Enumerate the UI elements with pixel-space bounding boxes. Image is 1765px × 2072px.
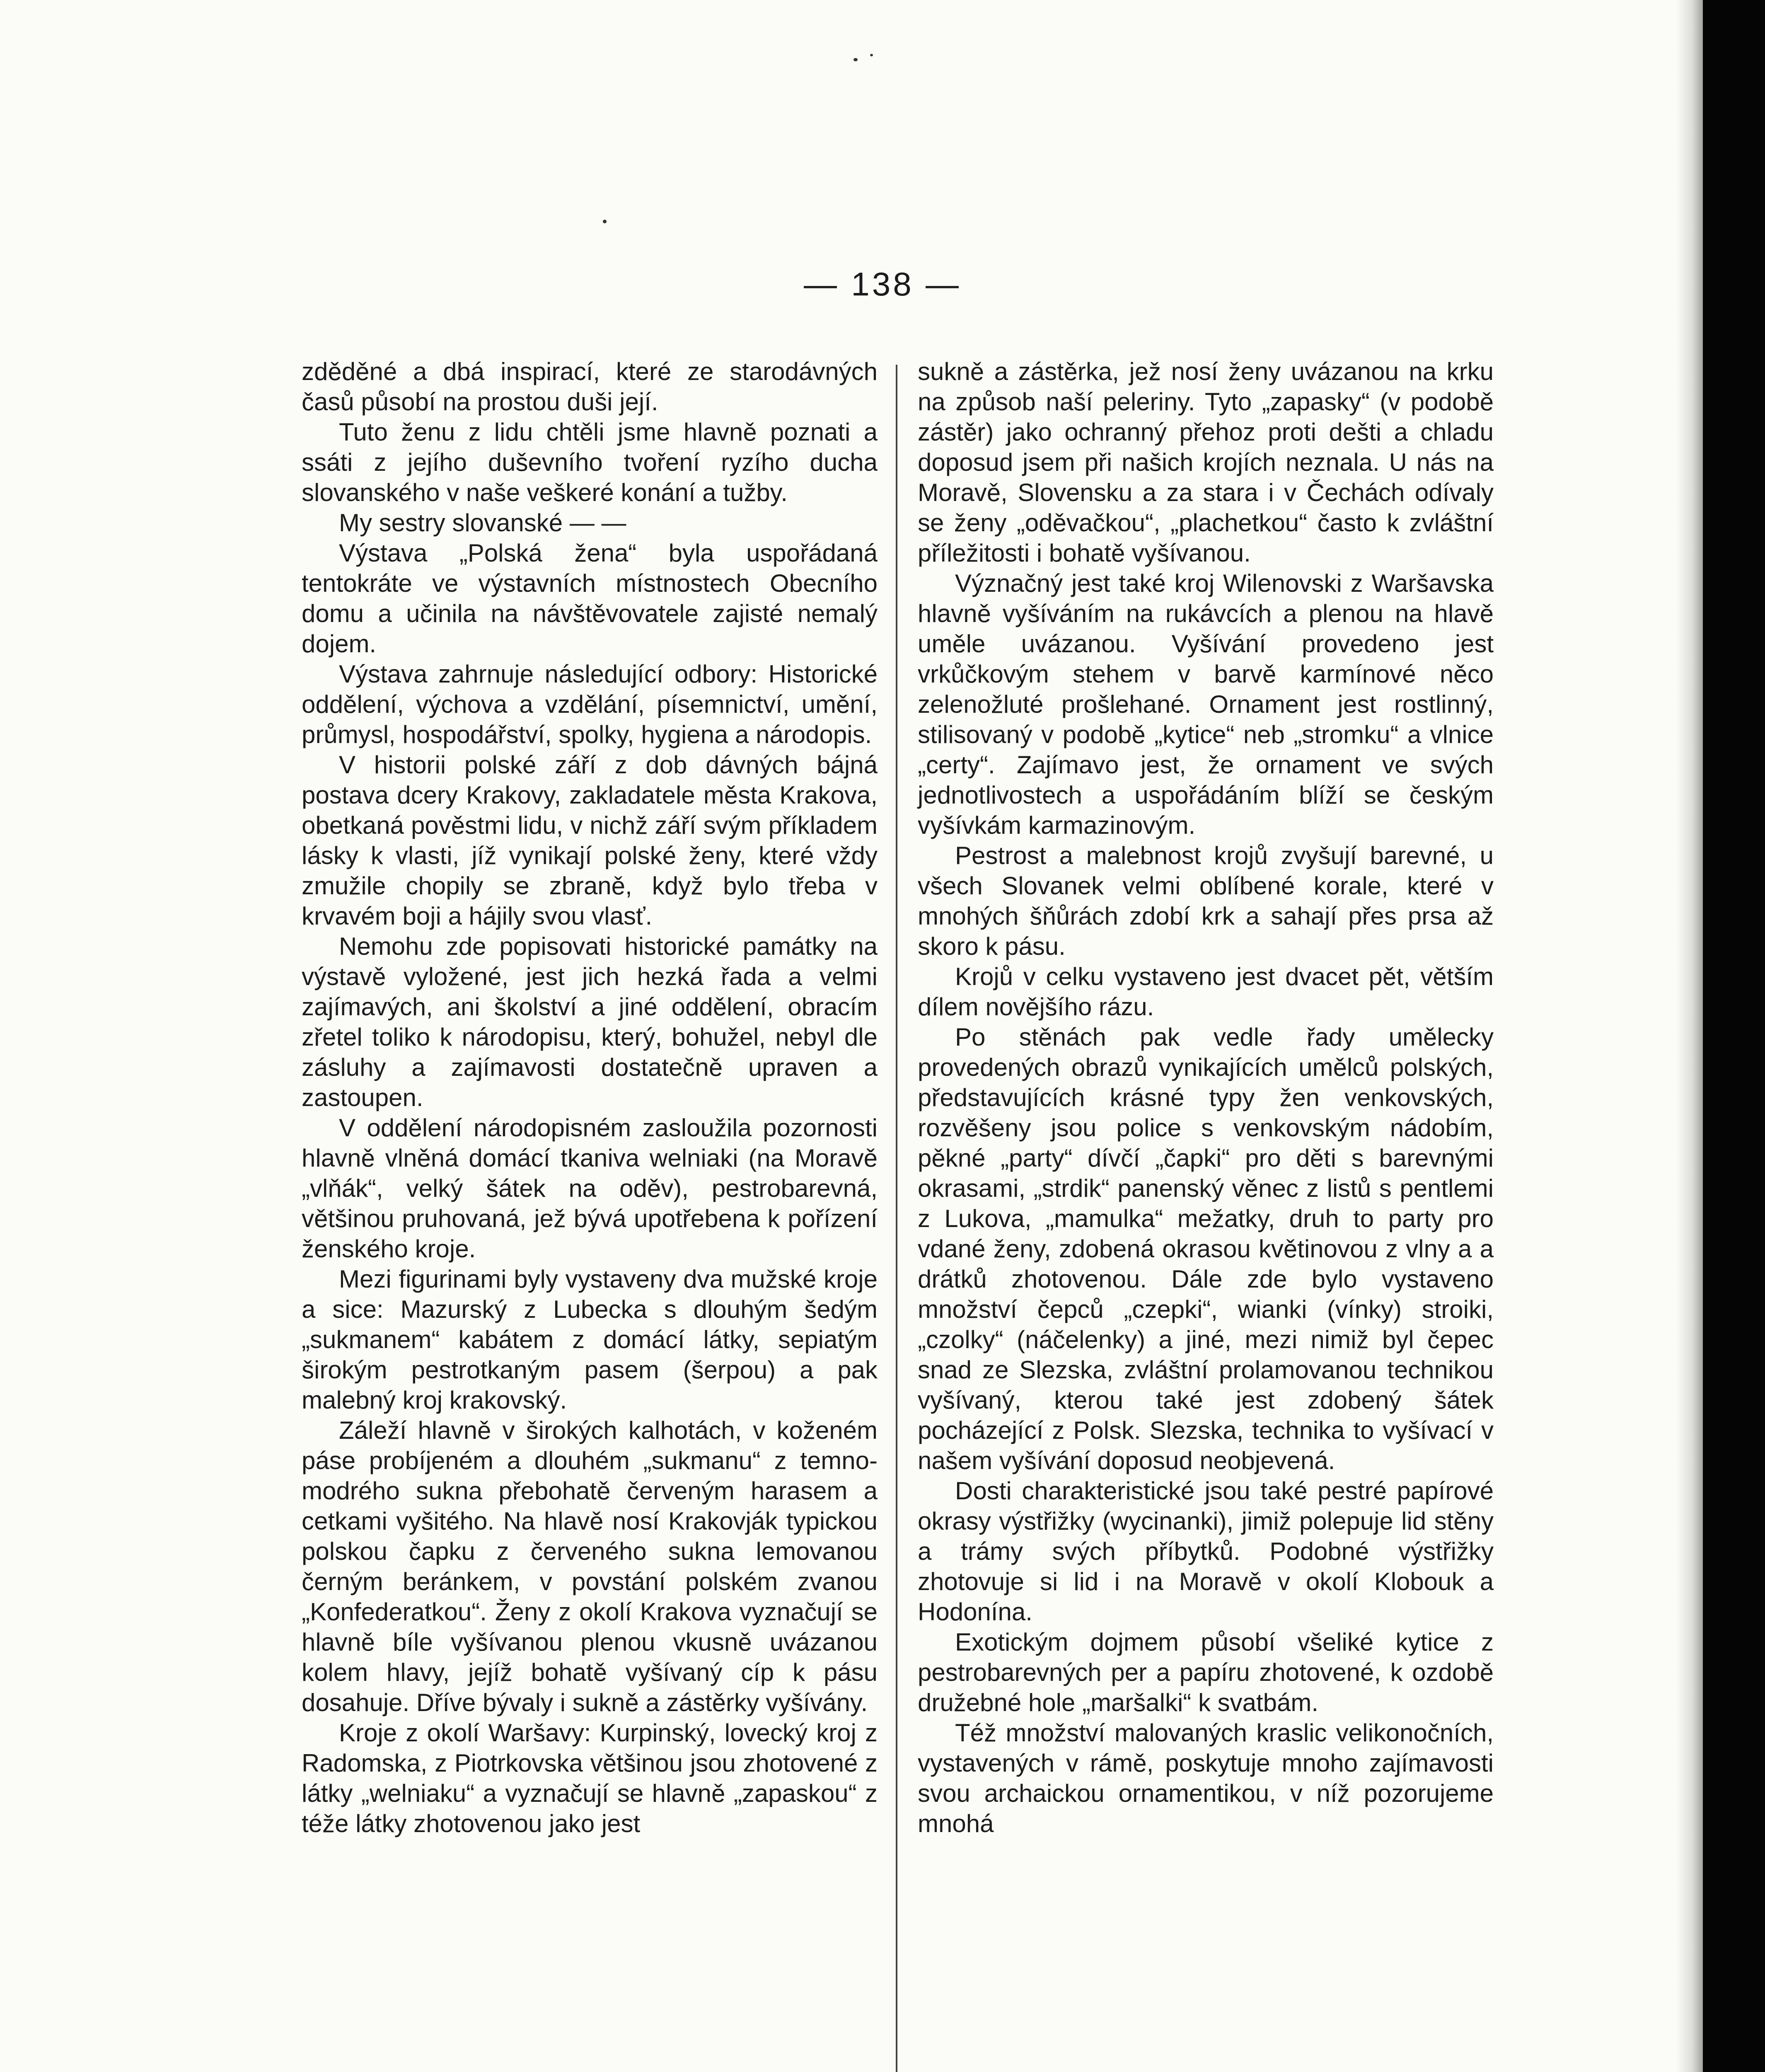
paragraph: Nemohu zde popisovati historické památky na výstavě vyložené, jest jich hezká řada a velmi zajímavých, ani školství a jiné oddělení, obracím zřetel toliko k národopisu, který, bohužel, nebyl dle zásluhy a zajímavosti dostatečně upraven a zastoupen. bbox=[302, 932, 878, 1111]
paragraph: Krojů v celku vystaveno jest dvacet pět, větším dílem novějšího rázu. bbox=[918, 963, 1494, 1021]
paragraph: Výstava „Polská žena“ byla uspořádaná tentokráte ve výstavních místnostech Obecního domu a učinila na návštěvovatele zajisté nemalý dojem. bbox=[302, 539, 878, 658]
paragraph: zděděné a dbá inspirací, které ze starodávných časů působí na prostou duši její. bbox=[302, 358, 878, 416]
paragraph: V historii polské září z dob dávných bájná postava dcery Krakovy, zakladatele města Krakova, obetkaná pověstmi lidu, v nichž září svým příkladem lásky k vlasti, jíž vynikají polské ženy, které vždy zmužile chopily se zbraně, když bylo třeba v krvavém boji a hájily svou vlasť. bbox=[302, 751, 878, 930]
scan-border bbox=[1703, 0, 1765, 2072]
paragraph: Mezi figurinami byly vystaveny dva mužské kroje a sice: Mazurský z Lubecka s dlouhým šedým „sukmanem“ kabátem z domácí látky, sepiatým širokým pestrotkaným pasem (šerpou) a pak malebný kroj krakovský. bbox=[302, 1265, 878, 1414]
paragraph: V oddělení národopisném zasloužila pozornosti hlavně vlněná domácí tkaniva welniaki (na Moravě „vlňák“, velký šátek na oděv), pestrobarevná, většinou pruhovaná, jež bývá upotřebena k pořízení ženského kroje. bbox=[302, 1114, 878, 1263]
paragraph: Po stěnách pak vedle řady umělecky provedených obrazů vynikajících umělců polských, představujících krásné typy žen venkovských, rozvěšeny jsou police s venkovským nádobím, pěkné „party“ dívčí „čapki“ pro děti s barevnými okrasami, „strdik“ panenský věnec z listů s pentlemi z Lukova, „mamulka“ mežatky, druh to party pro vdané ženy, zdobená okrasou květinovou z vlny a a drátků zhotovenou. Dále zde bylo vystaveno množství čepců „czepki“, wianki (vínky) stroiki, „czolky“ (náčelenky) a jiné, mezi nimiž byl čepec snad ze Slezska, zvláštní prolamovanou technikou vyšívaný, kterou také jest zdobený šátek pocházející z Polsk. Slezska, technika to vyšívací v našem vyšívání doposud neobjevená. bbox=[918, 1023, 1494, 1474]
paragraph: My sestry slovanské — — bbox=[339, 509, 626, 537]
print-speck bbox=[870, 54, 873, 56]
column-divider bbox=[896, 365, 897, 2072]
page-edge-shadow bbox=[1676, 0, 1703, 2072]
paragraph: Též množství malovaných kraslic velikonočních, vystavených v rámě, poskytuje mnoho zajímavosti svou archaickou ornamentikou, v níž pozorujeme mnohá bbox=[918, 1719, 1494, 1837]
right-text-column bbox=[918, 356, 1494, 1839]
paragraph: Význačný jest také kroj Wilenovski z Waršavska hlavně vyšíváním na rukávcích a plenou na hlavě uměle uvázanou. Vyšívání provedeno jest vrkůčkovým stehem v barvě karmínové něco zelenožluté prošlehané. Ornament jest rostlinný, stilisovaný v podobě „kytice“ neb „stromku“ a vlnice „certy“. Zajímavo jest, že ornament ve svých jednotlivostech a uspořádáním blíží se českým vyšívkám karmazinovým. bbox=[918, 569, 1494, 839]
page-number: — 138 — bbox=[804, 266, 961, 303]
left-text-column bbox=[302, 356, 878, 1839]
print-speck bbox=[853, 58, 858, 61]
paragraph: Kroje z okolí Waršavy: Kurpinský, lovecký kroj z Radomska, z Piotrkovska většinou jsou zhotovené z látky „welniaku“ a vyznačují se hlavně „zapaskou“ z téže látky zhotovenou jako jest bbox=[302, 1719, 878, 1837]
paragraph: Záleží hlavně v širokých kalhotách, v koženém páse probíjeném a dlouhém „sukmanu“ z temno-modrého sukna přebohatě červeným harasem a cetkami vyšitého. Na hlavě nosí Krakovják typickou polskou čapku z červeného sukna lemovanou černým beránkem, v povstání polském zvanou „Konfederatkou“. Ženy z okolí Krakova vyznačují se hlavně bíle vyšívanou plenou vkusně uvázanou kolem hlavy, jejíž bohatě vyšívaný cíp k pásu dosahuje. Dříve bývaly i sukně a zástěrky vyšívány. bbox=[302, 1416, 878, 1716]
print-speck bbox=[603, 220, 607, 223]
paragraph: Exotickým dojmem působí všeliké kytice z pestrobarevných per a papíru zhotovené, k ozdobě družebné hole „maršalki“ k svatbám. bbox=[918, 1628, 1494, 1716]
paragraph: Pestrost a malebnost krojů zvyšují barevné, u všech Slovanek velmi oblíbené korale, které v mnohých šňůrách zdobí krk a sahají přes prsa až skoro k pásu. bbox=[918, 842, 1494, 960]
paragraph: sukně a zástěrka, jež nosí ženy uvázanou na krku na způsob naší peleriny. Tyto „zapasky“ (v podobě zástěr) jako ochranný přehoz proti dešti a chladu doposud jsem při našich krojích neznala. U nás na Moravě, Slovensku a za stara i v Čechách odívaly se ženy „oděvačkou“, „plachetkou“ často k zvláštní příležitosti i bohatě vyšívanou. bbox=[918, 358, 1494, 567]
paragraph: Dosti charakteristické jsou také pestré papírové okrasy výstřižky (wycinanki), jimiž polepuje lid stěny a trámy svých příbytků. Podobné výstřižky zhotovuje si lid i na Moravě v okolí Klobouk a Hodonína. bbox=[918, 1477, 1494, 1626]
paragraph: Tuto ženu z lidu chtěli jsme hlavně poznati a ssáti z jejího duševního tvoření ryzího ducha slovanského v naše veškeré konání a tužby. bbox=[302, 418, 878, 506]
paragraph: Výstava zahrnuje následující odbory: Historické oddělení, výchova a vzdělání, písemnictví, umění, průmysl, hospodářství, spolky, hygiena a národopis. bbox=[302, 660, 878, 748]
